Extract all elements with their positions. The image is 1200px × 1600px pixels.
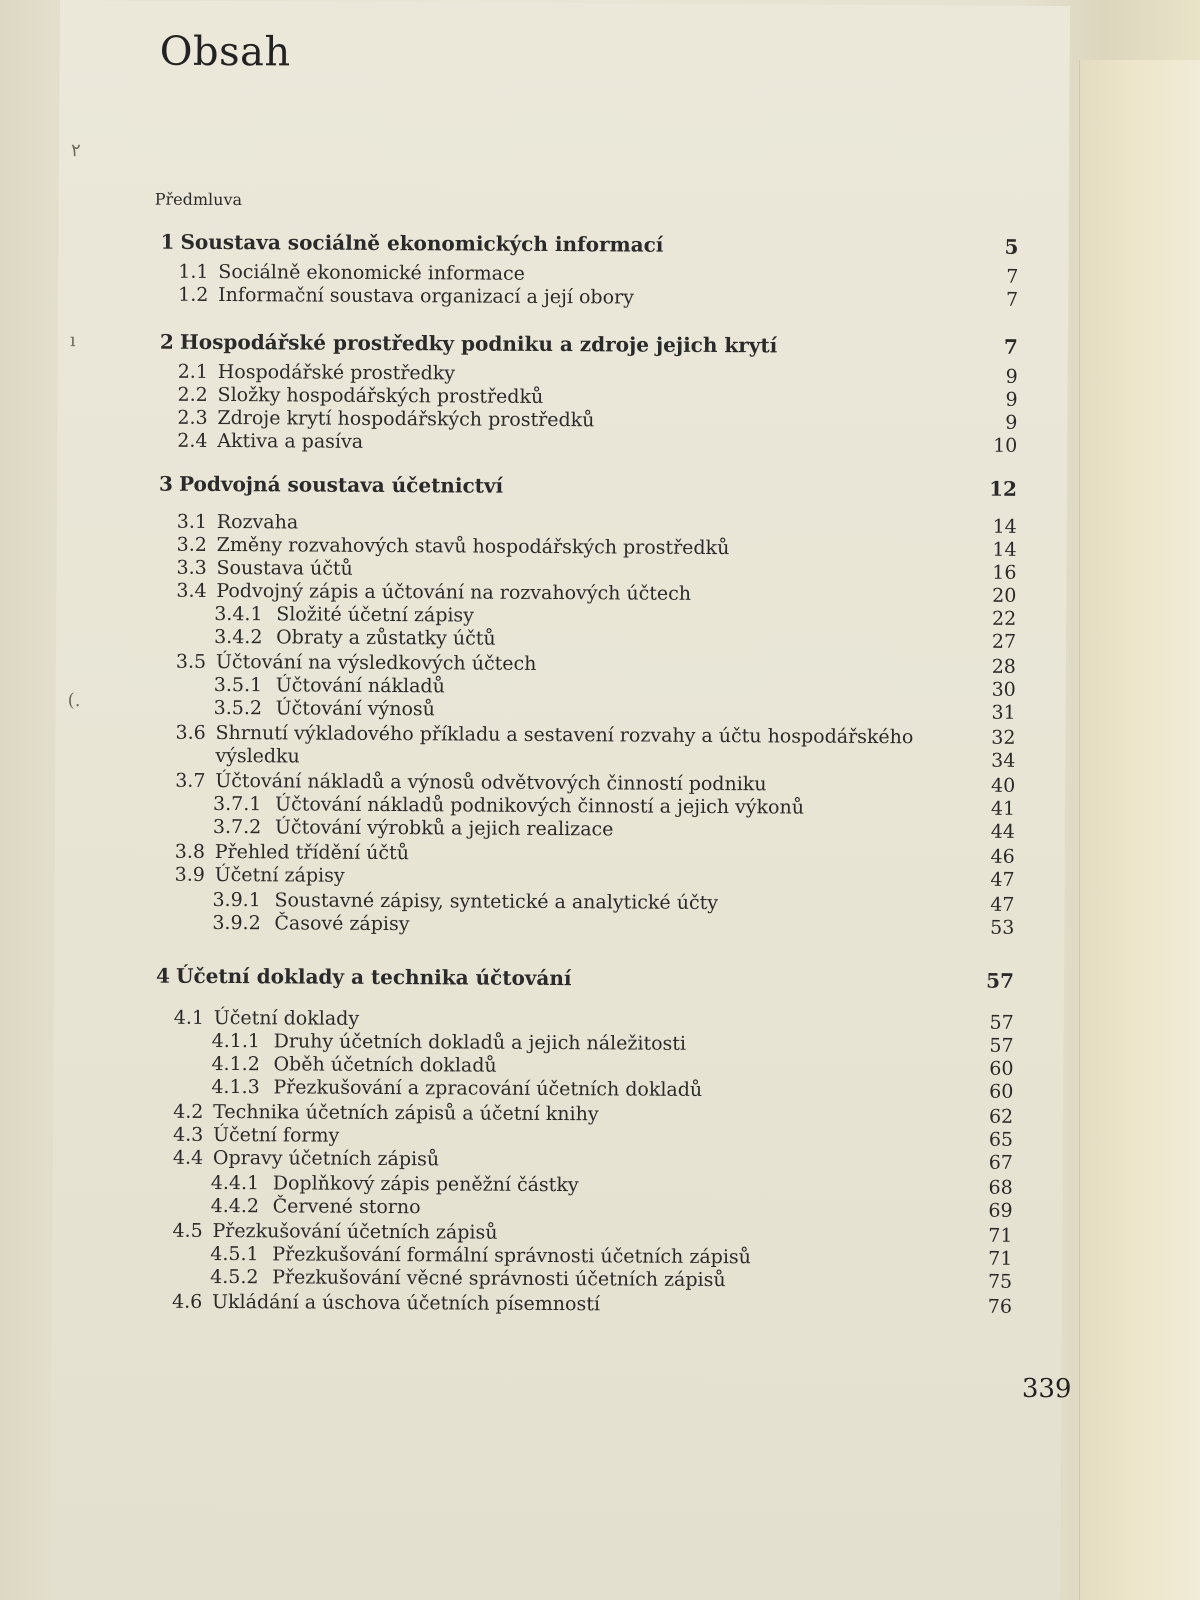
toc-entry-number: 4.4.1 [210,1171,260,1195]
toc-entry-title: Rozvaha [216,510,299,534]
toc-entry-page: 32 [991,726,1016,749]
toc-entry-title: Složité účetní zápisy [276,603,475,627]
toc-entry-page: 34 [991,749,1016,772]
toc-preface-label: Předmluva [154,189,243,210]
toc-entry-page: 68 [988,1176,1013,1199]
spine-mark: ı [69,330,76,352]
toc-entry-number: 3.9.1 [212,888,261,912]
toc-entry-number: 3.4.2 [214,625,263,649]
toc-entry-title: Přezkušování a zpracování účetních dokladů [273,1076,703,1101]
toc-entry-number: 4.4 [172,1146,204,1169]
toc-entry-number: 2.4 [177,429,208,452]
toc-entry [57,470,1017,502]
toc-entry-page: 76 [987,1295,1013,1318]
toc-entry-title: Shrnutí výkladového příkladu a sestavení rozvahy a účtu hospodářského [215,721,914,749]
toc-entry-title: Ukládání a úschova účetních písemností [211,1290,601,1316]
toc-entry [58,228,1018,260]
toc-entry-number: 3.4 [176,579,207,602]
toc-entry-number: 4.2 [173,1100,204,1123]
toc-entry [54,962,1014,994]
toc-entry-title: Účetní formy [213,1123,340,1147]
toc-entry-number: 4.1.1 [211,1029,261,1053]
toc-entry-title: Podvojný zápis a účtování na rozvahových účtech [216,579,692,605]
toc-entry-title: Účtování na výsledkových účtech [215,650,537,675]
toc-entry-number: 4.1.2 [211,1052,260,1076]
toc-entry-title: Hospodářské prostředky [217,360,456,385]
toc-entry-page: 28 [991,655,1017,678]
toc-entry-title: Účetní zápisy [214,863,345,887]
book-page [50,0,1070,1600]
toc-entry [58,328,1018,360]
toc-entry [57,427,1017,459]
toc-entry-page: 9 [1005,411,1018,434]
toc-entry-title: Přehled třídění účtů [214,840,410,865]
toc-entry-title: Přezkušování věcné správnosti účetních zápisů [272,1266,726,1292]
toc-entry-title: Účtování nákladů [275,674,445,698]
spine-mark: ٢ [71,140,81,162]
toc-entry-page: 69 [988,1199,1013,1222]
toc-entry-number: 1 [160,229,175,254]
toc-entry-page: 44 [990,820,1016,843]
toc-entry-title: Druhy účetních dokladů a jejich náležitosti [273,1030,687,1055]
toc-entry-page: 22 [991,607,1017,630]
toc-entry-number: 4.5.2 [210,1265,259,1289]
toc-entry-title: výsledku [215,744,300,768]
toc-entry-page: 47 [990,893,1015,916]
toc-entry-title: Časové zápisy [274,912,410,936]
toc-entry-title: Sociálně ekonomické informace [218,260,526,285]
toc-preface [59,186,1019,218]
toc-entry-page: 7 [1003,334,1018,359]
toc-entry-number: 4.5.1 [210,1242,259,1266]
toc-entry-title: Soustavné zápisy, syntetické a analytické účty [274,889,719,915]
toc-entry-number: 4.1.3 [211,1075,260,1099]
toc-entry-title: Přezkušování účetních zápisů [212,1219,498,1244]
toc-entry-number: 3.4.1 [214,602,263,626]
toc-entry-title: Obraty a zůstatky účtů [276,626,496,650]
toc-entry-page: 41 [990,797,1016,820]
toc-entry-title: Přezkušování formální správnosti účetních zápisů [272,1243,751,1269]
toc-entry-page: 65 [988,1128,1014,1151]
toc-entry-title: Zdroje krytí hospodářských prostředků [217,406,595,432]
toc-entry-page: 60 [989,1080,1014,1103]
toc-entry-page: 7 [1006,288,1019,311]
page-stack-edge [1079,60,1200,1600]
toc-entry-number: 4 [155,963,171,988]
spine-mark: (. [67,690,81,712]
toc-entry-page: 9 [1005,388,1018,411]
toc-entry-number: 4.3 [173,1123,204,1146]
toc-entry-page: 9 [1005,365,1018,388]
toc-entry-number: 4.5 [172,1219,203,1242]
toc-entry-title: Aktiva a pasíva [217,429,364,453]
toc-entry-number: 3.5 [175,650,207,673]
toc-entry-page: 57 [989,1034,1014,1057]
toc-entry-page: 40 [990,774,1016,797]
toc-entry-title: Složky hospodářských prostředků [217,383,544,408]
toc-entry-page: 10 [993,434,1018,457]
toc-entry-number: 3.1 [176,510,208,533]
toc-entry-number: 2.1 [177,360,209,383]
toc-entry-page: 57 [986,968,1015,993]
toc-entry-page: 16 [992,561,1017,584]
toc-entry-number: 3.7.1 [213,792,262,816]
toc-entry-number: 3.5.1 [213,673,263,697]
toc-entry-page: 20 [992,584,1017,607]
toc-entry-page: 30 [991,678,1016,701]
toc-entry-title: Účtování nákladů a výnosů odvětvových činností podniku [215,769,767,796]
toc-entry-title: Hospodářské prostředky podniku a zdroje jejich krytí [179,329,778,358]
toc-entry-page: 46 [990,845,1015,868]
toc-entry-page: 7 [1006,265,1019,288]
toc-entry-number: 1.2 [178,283,209,306]
toc-entry-page: 53 [990,916,1015,939]
toc-entry-page: 71 [988,1224,1013,1247]
toc-entry-title: Červené storno [272,1195,421,1219]
toc-entry-number: 3.5.2 [213,696,263,720]
toc-entry-title: Podvojná soustava účetnictví [178,471,504,498]
toc-entry-page: 5 [1004,234,1019,259]
toc-entry-page: 75 [987,1270,1013,1293]
toc-entry-page: 62 [988,1105,1014,1128]
toc-entry-page: 60 [989,1057,1014,1080]
toc-entry-number: 3.6 [175,721,206,744]
toc-entry-page: 14 [992,538,1017,561]
page-number: 339 [1021,1373,1072,1405]
toc-entry-page: 67 [988,1151,1013,1174]
toc-entry-title: Doplňkový zápis peněžní částky [272,1172,579,1197]
toc-entry-title: Soustava účtů [216,556,353,580]
toc-entry-number: 3 [158,471,174,496]
toc-entry-title: Účtování nákladů podnikových činností a jejich výkonů [275,793,805,819]
toc-entry-number: 2.2 [177,383,208,406]
toc-entry-number: 3.2 [176,533,207,556]
page-title: Obsah [159,28,291,76]
toc-entry-number: 1.1 [178,260,209,283]
toc-entry-title: Technika účetních zápisů a účetní knihy [213,1100,599,1126]
toc-entry-number: 3.8 [174,840,206,863]
toc-entry-number: 4.1 [173,1006,205,1029]
toc-entry-title: Účtování výrobků a jejich realizace [274,816,614,841]
toc-entry-number: 3.7 [175,769,206,792]
toc-entry-title: Účtování výnosů [275,697,436,721]
toc-entry [58,281,1018,313]
toc-entry-number: 3.9.2 [212,911,261,935]
toc-entry-page: 27 [991,630,1017,653]
toc-entry-title: Soustava sociálně ekonomických informací [180,229,664,257]
toc-entry-page: 57 [989,1011,1014,1034]
toc-entry-title: Oběh účetních dokladů [273,1053,497,1077]
toc-entry-title: Změny rozvahových stavů hospodářských prostředků [216,533,730,560]
toc-entry [54,909,1014,941]
toc-entry-page: 14 [992,515,1017,538]
toc-entry-number: 3.7.2 [212,815,262,839]
toc-entry-title: Účetní doklady [213,1006,360,1030]
toc-entry-page: 12 [989,476,1018,501]
toc-entry-page: 71 [988,1247,1013,1270]
toc-entry-number: 2.3 [177,406,208,429]
toc-entry-number: 3.9 [174,863,205,886]
toc-entry-title: Účetní doklady a technika účtování [175,963,572,991]
toc-entry-page: 47 [990,868,1015,891]
toc-entry-title: Informační soustava organizací a její obory [218,283,634,309]
toc-entry-page: 31 [991,701,1016,724]
toc-entry-number: 3.3 [176,556,207,579]
toc-entry [52,1288,1012,1320]
toc-entry-number: 4.4.2 [210,1194,260,1218]
toc-entry-title: Opravy účetních zápisů [212,1146,440,1171]
toc-entry-number: 4.6 [171,1290,203,1313]
toc-entry-number: 2 [159,329,174,354]
